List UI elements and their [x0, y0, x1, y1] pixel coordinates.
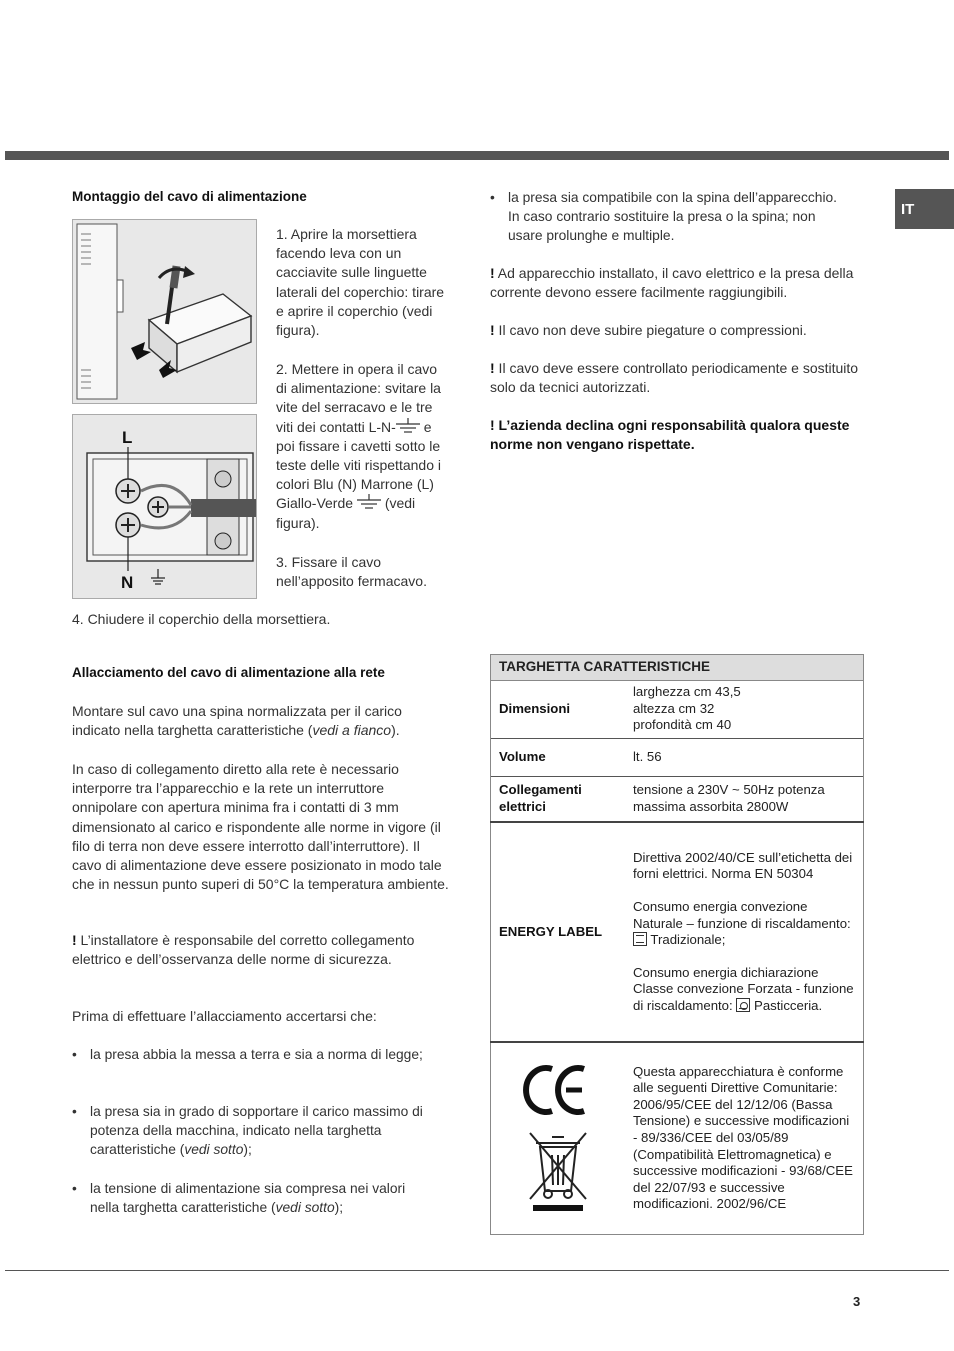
- section-title-mains-connection: Allacciamento del cavo di alimentazione alla rete: [72, 665, 385, 680]
- step-3: 3. Fissare il cavo nell’apposito fermacavo.: [276, 554, 427, 590]
- traditional-heating-icon: [633, 932, 647, 946]
- energy-label-value: Direttiva 2002/40/CE sull’etichetta dei forni elettrici. Norma EN 50304 Consumo energia convezione Naturale – funzione di riscaldamento: Tradizionale; Consumo energia dichiarazione Classe convezione Forzata - funzione di riscaldamento: Pasticceria.: [625, 822, 864, 1042]
- warning-no-bending: ! Il cavo non deve subire piegature o compressioni.: [490, 322, 807, 338]
- directives-text: Questa apparecchiatura è conforme alle seguenti Direttive Comunitarie: 2006/95/CEE del 12/12/06 (Bassa Tensione) e successive modificazioni - 89/336/CEE del 03/05/89 (Compatibilità Elettromagnetica) e successive modificazioni - 93/68/CEE del 22/07/93 e successive modificazioni. 2002/96/CE: [625, 1042, 864, 1234]
- warning-accessible: ! Ad apparecchio installato, il cavo elettrico e la presa della corrente devono essere facilmente raggiungibili.: [490, 265, 854, 301]
- bullet-voltage: • la tensione di alimentazione sia compresa nei valori nella targhetta caratteristiche (vedi sotto);: [72, 1181, 406, 1216]
- warning-installer: ! L’installatore è responsabile del corretto collegamento elettrico e dell’osservanza delle norme di sicurezza.: [72, 932, 415, 968]
- electrical-connections-label: Collegamenti elettrici: [491, 776, 626, 822]
- volume-value: lt. 56: [625, 738, 864, 776]
- paragraph-before-connection: Prima di effettuare l’allacciamento accertarsi che:: [72, 1008, 377, 1024]
- warning-periodic-check: ! Il cavo deve essere controllato periodicamente e sostituito solo da tecnici autorizzati.: [490, 360, 859, 396]
- volume-label: Volume: [491, 738, 626, 776]
- top-rule: [5, 151, 949, 160]
- ground-symbol-icon: [396, 418, 420, 434]
- bullet-load: • la presa sia in grado di sopportare il carico massimo di potenza della macchina, indicato nella targhetta caratteristiche (vedi sotto);: [72, 1104, 423, 1158]
- bottom-rule: [5, 1270, 949, 1271]
- terminal-box-figure: [72, 219, 257, 404]
- section-title-cable-assembly: Montaggio del cavo di alimentazione: [72, 189, 307, 204]
- bullet-earth: • la presa abbia la messa a terra e sia a norma di legge;: [72, 1047, 423, 1062]
- ce-and-weee-icon: [518, 1061, 598, 1211]
- step-4: 4. Chiudere il coperchio della morsettiera.: [72, 611, 331, 627]
- label-L: L: [122, 428, 133, 447]
- wiring-diagram-figure: [72, 414, 257, 599]
- warning-liability: ! L’azienda declina ogni responsabilità qualora queste norme non vengano rispettate.: [490, 417, 850, 453]
- dimensions-label: Dimensioni: [491, 680, 626, 738]
- step-2: 2. Mettere in opera il cavo di alimentazione: svitare la vite del serracavo e le tre viti dei contatti L-N- e poi fissare i cavetti sotto le teste delle viti rispettando i colori Blu (N) Marrone (L) Giallo-Verde (vedi figura).: [276, 361, 441, 531]
- electrical-connections-value: tensione a 230V ~ 50Hz potenza massima assorbita 2800W: [625, 776, 864, 822]
- step-1: 1. Aprire la morsettiera facendo leva con un cacciavite sulle linguette laterali del coperchio: tirare e aprire il coperchio (vedi figura).: [276, 226, 445, 339]
- energy-label-label: ENERGY LABEL: [491, 822, 626, 1042]
- bullet-compatible-plug: • la presa sia compatibile con la spina dell’apparecchio. In caso contrario sostituire la presa o la spina; non usare prolunghe e multiple.: [490, 190, 838, 244]
- page-number: 3: [853, 1294, 861, 1309]
- language-tab: IT: [895, 189, 954, 229]
- ce-weee-marks: [491, 1042, 626, 1234]
- fan-heating-icon: [736, 998, 750, 1012]
- paragraph-direct-connection: In caso di collegamento diretto alla rete è necessario interporre tra l’apparecchio e la rete un interruttore onnipolare con apertura minima fra i contatti di 3 mm dimensionato al carico e rispondente alle norme in vigore (il filo di terra non deve essere interrotto dall’interruttore). Il cavo di alimentazione deve essere posizionato in modo tale che in nessun punto superi di 50°C la temperatura ambiente.: [72, 761, 449, 893]
- dimensions-value: larghezza cm 43,5 altezza cm 32 profondità cm 40: [625, 680, 864, 738]
- ground-symbol-icon: [357, 494, 381, 510]
- label-N: N: [121, 573, 134, 592]
- table-header: TARGHETTA CARATTERISTICHE: [491, 655, 864, 681]
- paragraph-plug: Montare sul cavo una spina normalizzata per il carico indicato nella targhetta caratteristiche (vedi a fianco).: [72, 703, 402, 739]
- specification-table: [490, 654, 864, 1235]
